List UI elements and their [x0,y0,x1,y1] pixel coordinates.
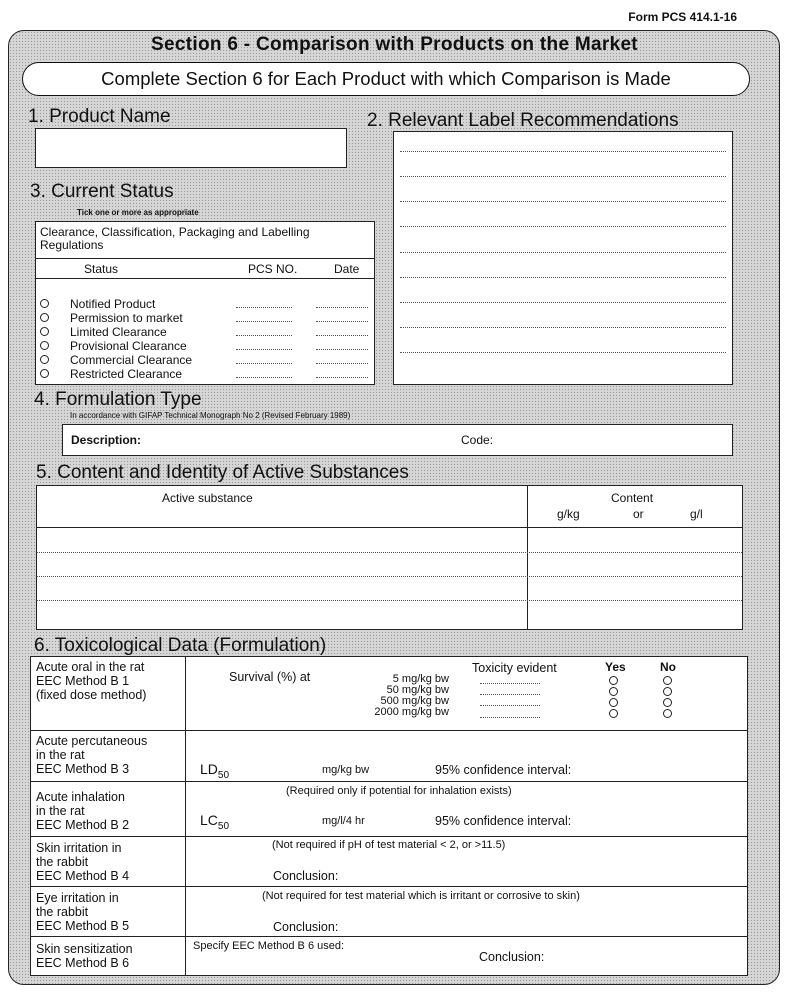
unit-gl: g/l [690,507,703,521]
percutaneous-label: Acute percutaneous in the rat EEC Method B 3 [36,734,148,776]
list-item[interactable] [40,353,372,367]
no-radio[interactable] [663,709,672,718]
toxicity-evident-label: Toxicity evident [472,661,557,675]
col-date: Date [334,262,360,276]
list-item[interactable] [40,325,372,339]
ld50-label: $LD_{50}$ [200,761,230,781]
status-box-title: Clearance, Classification, Packaging and Labelling Regulations [40,225,310,252]
active-substances-table [36,485,743,630]
sensitization-specify: Specify EEC Method B 6 used: [193,940,345,952]
inhalation-label: Acute inhalation in the rat EEC Method B 2 [36,790,130,832]
ld50-ci-label: 95% confidence interval: [435,763,572,777]
label-recommendations-heading: 2. Relevant Label Recommendations [367,110,679,131]
sensitization-conclusion: Conclusion: [479,950,545,964]
skin-irritation-conclusion: Conclusion: [273,869,339,883]
eye-irritation-conclusion: Conclusion: [273,920,339,934]
description-label: Description: [71,433,142,447]
yes-label: Yes [605,660,626,674]
unit-or: or [633,507,644,521]
col-content: Content [611,491,654,505]
list-item[interactable] [40,297,372,311]
table-row[interactable] [37,600,742,601]
skin-irritation-label: Skin irritation in the rabbit EEC Method B 4 [36,841,130,883]
list-item[interactable] [40,311,372,325]
inhalation-note: (Required only if potential for inhalation exists) [286,785,512,797]
eye-irritation-label: Eye irritation in the rabbit EEC Method B 5 [36,891,130,933]
active-substances-heading: 5. Content and Identity of Active Substances [36,462,409,483]
list-item[interactable] [40,367,372,381]
status-radio[interactable] [40,355,49,364]
yes-radio[interactable] [609,687,618,696]
survival-5-field[interactable] [480,683,540,684]
survival-label: Survival (%) at [229,670,311,684]
table-row[interactable] [37,576,742,577]
current-status-box [35,221,375,385]
ld50-unit: mg/kg bw [322,764,370,776]
skin-irritation-note: (Not required if pH of test material < 2, or >11.5) [272,839,506,851]
product-name-field[interactable] [35,128,347,168]
survival-2000-field[interactable] [480,717,540,718]
survival-500-field[interactable] [480,705,540,706]
yes-radio[interactable] [609,676,618,685]
status-radio[interactable] [40,327,49,336]
status-label: Limited Clearance [70,325,167,339]
form-number: Form PCS 414.1-16 [628,10,737,24]
toxicological-heading: 6. Toxicological Data (Formulation) [34,635,327,656]
dose-list: 5 mg/kg bw 50 mg/kg bw 500 mg/kg bw 2000 mg/kg bw [374,673,449,718]
formulation-type-box[interactable] [62,424,733,456]
status-label: Permission to market [70,311,183,325]
no-label: No [660,660,676,674]
lc50-label: $LC_{50}$ [200,812,230,832]
col-pcs-no: PCS NO. [248,262,298,276]
formulation-type-heading: 4. Formulation Type [34,389,202,410]
col-status: Status [84,262,119,276]
sensitization-label: Skin sensitization EEC Method B 6 [36,942,133,970]
status-list [40,297,372,381]
list-item[interactable] [40,339,372,353]
yes-radio[interactable] [609,709,618,718]
status-radio[interactable] [40,313,49,322]
oral-label: Acute oral in the rat EEC Method B 1 (fixed dose method) [36,660,147,702]
current-status-heading: 3. Current Status [30,181,174,202]
product-name-heading: 1. Product Name [28,106,171,127]
table-row[interactable] [37,552,742,553]
no-radio[interactable] [663,687,672,696]
section-title: Section 6 - Comparison with Products on the Market [151,34,638,55]
no-radio[interactable] [663,676,672,685]
status-radio[interactable] [40,341,49,350]
eye-irritation-note: (Not required for test material which is irritant or corrosive to skin) [262,890,580,902]
lc50-ci-label: 95% confidence interval: [435,814,572,828]
current-status-note: Tick one or more as appropriate [77,208,199,217]
status-label: Commercial Clearance [70,353,193,367]
status-label: Provisional Clearance [70,339,187,353]
status-label: Notified Product [70,297,156,311]
status-radio[interactable] [40,299,49,308]
code-label: Code: [461,433,494,447]
yes-radio[interactable] [609,698,618,707]
formulation-type-note: In accordance with GIFAP Technical Monograph No 2 (Revised February 1989) [70,411,351,420]
no-radio[interactable] [663,698,672,707]
unit-gkg: g/kg [557,507,580,521]
lc50-unit: mg/l/4 hr [322,815,365,827]
col-active-substance: Active substance [162,491,253,505]
section-subtitle: Complete Section 6 for Each Product with which Comparison is Made [22,62,750,96]
status-label: Restricted Clearance [70,367,183,381]
survival-50-field[interactable] [480,694,540,695]
label-recommendations-field[interactable] [393,131,733,385]
status-radio[interactable] [40,369,49,378]
toxicological-table [30,656,748,976]
